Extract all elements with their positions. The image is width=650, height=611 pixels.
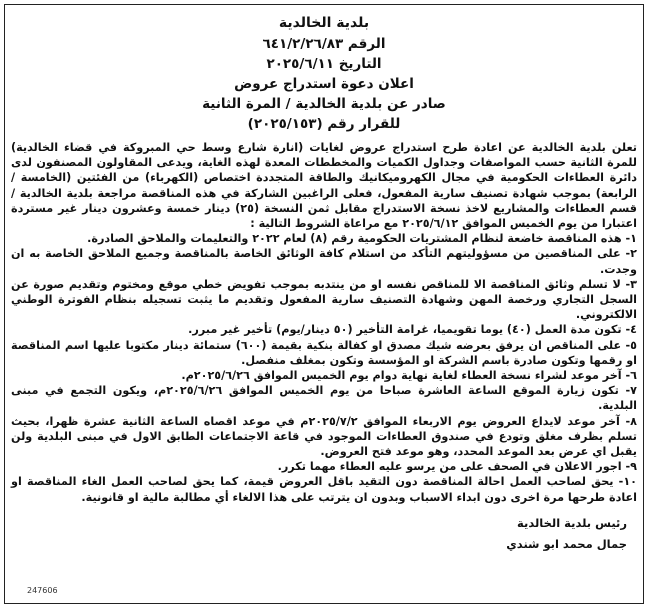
condition-item: ٦- آخر موعد لشراء نسخة العطاء لغاية نهاية دوام يوم الخميس الموافق ٢٠٢٥/٦/٢٦م. [181,369,637,383]
ad-code: 247606 [27,586,58,595]
intro-paragraph: تعلن بلدية الخالدية عن اعادة طرح استدراج عروض لغايات (انارة شارع وسط حي المبروكة في قضاء الخالدية) للمرة الثانية حسب المواصفات وجداول الكميات والمخططات المعدة لهذه الغاية، ويدعى المقاولون المصنفون لدى دائرة العطاءات الحكومية في مجال الكهروميكانيك والطاقة المتجددة اختصاص (الكهرباء) من الفئتين (الخامسة / الرابعة) بموجب شهادة تصنيف سارية المفعول، فعلى الراغبين الشاركة في هذه المناقصة مراجعة بلدية الخالدية / قسم العطاءات والمشاريع لاخذ نسخة الاستدراج مقابل ثمن النسخة (٢٥) دينار خمسة وعشرون دينار غير مستردة اعتبارا من يوم الخميس الموافق ٢٠٢٥/٦/١٢ مع مراعاة الشروط التالية : [11,141,637,231]
announcement-body [11,140,637,505]
issuer-line: صادر عن بلدية الخالدية / المرة الثانية [202,96,446,112]
announcement-content [11,13,637,555]
condition-item: ٥- على المناقص ان يرفق بعرضه شيك مصدق او كفالة بنكية بقيمة (٦٠٠) ستمائة دينار مكتوبا عليها اسم المناقصة او رقمها وتكون صادرة باسم الشركة او المؤسسة وتكون بمغلف منفصل. [11,338,637,367]
reference-number: الرقم ٦٤١/٢/٢٦/٨٣ [262,36,386,52]
decision-number: للقرار رقم (٢٠٢٥/١٥٣) [247,116,401,132]
signature-block [11,513,637,555]
signature-name: جمال محمد ابو شندي [506,536,627,551]
condition-item: ١٠- يحق لصاحب العمل احالة المناقصة دون التقيد باقل العروض قيمة، كما يحق لصاحب العمل الغاء المناقصة او اعادة طرحها مرة اخرى دون ابداء الاسباب وبدون ان يترتب على هذا الالغاء أي مطالبة مالية او قانونية. [11,475,637,504]
condition-item: ٨- آخر موعد لايداع العروض يوم الاربعاء الموافق ٢٠٢٥/٧/٢م في موعد اقصاه الساعة الثانية عشرة ظهرا، بحيث تسلم بظرف مغلق وتودع في صندوق العطاءات الموجود في قاعة الاجتماعات الطابق الاول في مبنى البلدية ولن يقبل اي عرض بعد الموعد المحدد، وهو موعد فتح العروض. [11,414,637,459]
condition-item: ٢- على المناقصين من مسؤوليتهم التأكد من استلام كافة الوثائق الخاصة بالمناقصة وجميع الملاحق الخاصة به ان وجدت. [11,247,637,276]
condition-item: ٤- تكون مدة العمل (٤٠) يوما تقويميا، غرامة التأخير (٥٠ دينار/يوم) تأخير غير مبرر. [188,323,637,337]
announcement-date: التاريخ ٢٠٢٥/٦/١١ [266,56,382,72]
condition-item: ١- هذه المناقصة خاضعة لنظام المشتريات الحكومية رقم (٨) لعام ٢٠٢٢ والتعليمات والملاحق الصادرة. [87,232,637,246]
condition-item: ٩- اجور الاعلان في الصحف على من يرسو عليه العطاء مهما تكرر. [277,460,637,474]
signature-title: رئيس بلدية الخالدية [517,515,627,530]
announcement-title: اعلان دعوة استدراج عروض [234,76,414,92]
org-name: بلدية الخالدية [278,15,370,31]
condition-item: ٣- لا تسلم وثائق المناقصة الا للمناقص نفسه او من ينتدبه بموجب تفويض خطي موقع ومختوم وتقديم صورة عن السجل التجاري ورخصة المهن وشهادة التصنيف سارية المفعول وتقديم ما يثبت تسجيله بنظام الفوترة الوطني الالكتروني. [11,277,637,322]
condition-item: ٧- تكون زيارة الموقع الساعة العاشرة صباحا من يوم الخميس الموافق ٢٠٢٥/٦/٢٦م، ويكون التجمع في مبنى البلدية. [11,384,637,413]
announcement-frame [4,4,644,604]
